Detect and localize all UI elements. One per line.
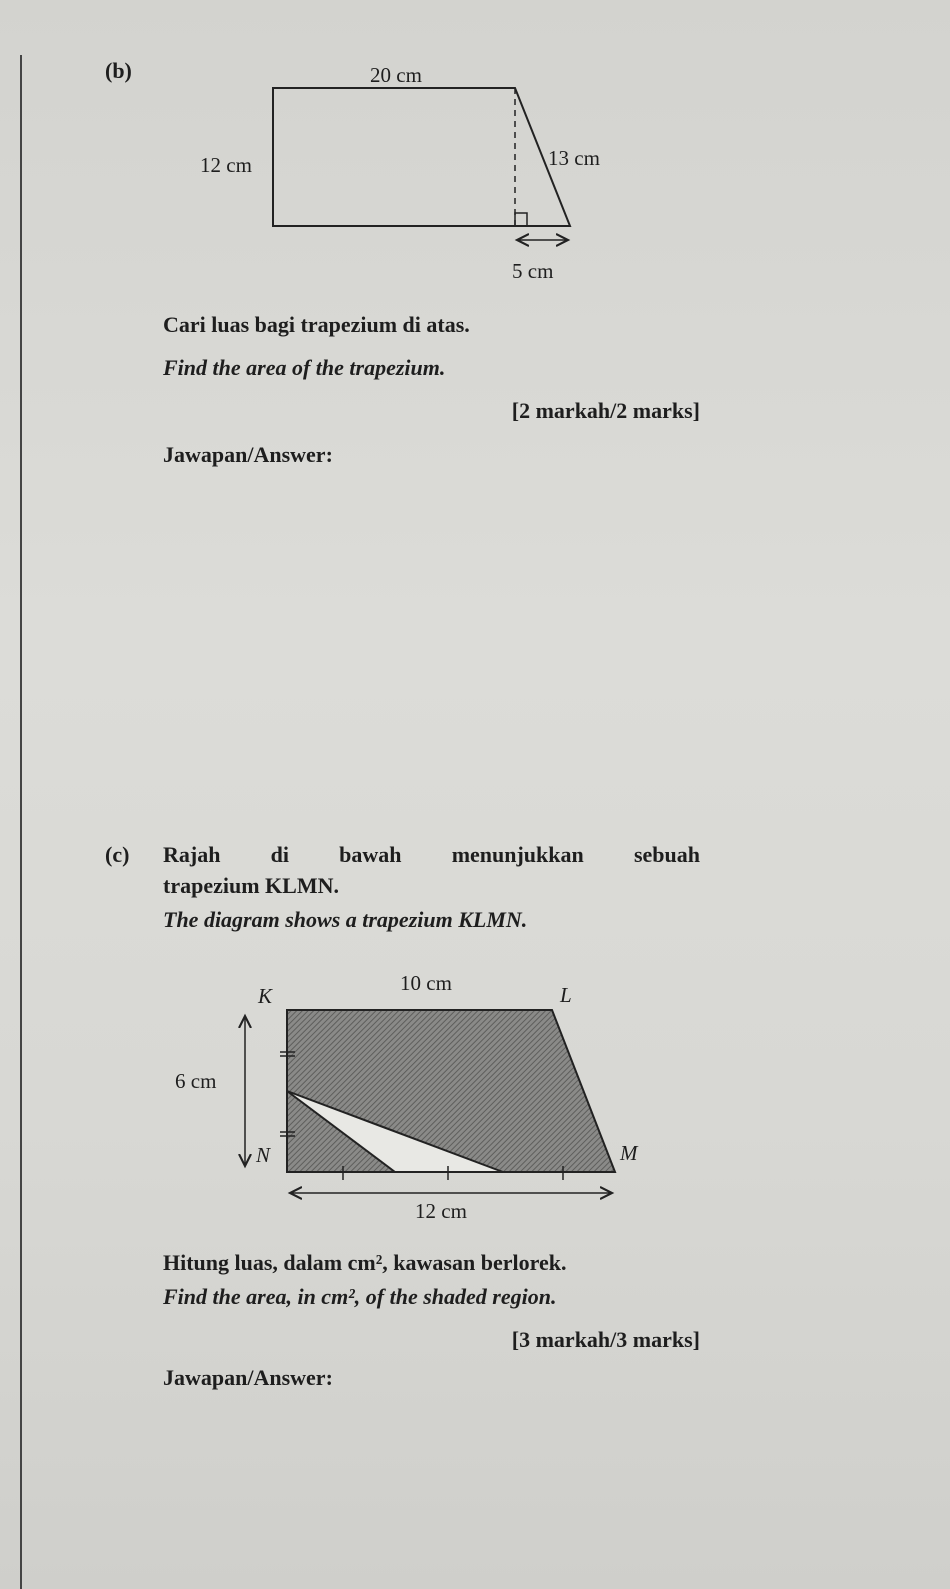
label-base: 12 cm (415, 1199, 467, 1223)
trapezium-klmn (175, 971, 639, 1223)
marks-c: [3 markah/3 marks] (511, 1327, 700, 1352)
part-b-label: (b) (105, 58, 132, 83)
question-b-en: Find the area of the trapezium. (163, 355, 446, 380)
question-b-ms: Cari luas bagi trapezium di atas. (163, 312, 470, 337)
word: menunjukkan (451, 842, 584, 867)
intro-c-ms-line1 (163, 842, 700, 868)
answer-label-c: Jawapan/Answer: (163, 1365, 333, 1390)
label-top: 10 cm (400, 971, 452, 995)
word: Rajah (163, 842, 221, 867)
right-angle-mark (515, 213, 527, 226)
marks-b: [2 markah/2 marks] (511, 398, 700, 423)
question-c-en: Find the area, in cm², of the shaded region. (163, 1284, 557, 1309)
label-top: 20 cm (370, 63, 422, 87)
word: di (270, 842, 289, 867)
label-offset: 5 cm (512, 259, 554, 283)
word: sebuah (633, 842, 700, 867)
intro-c-ms-line2: trapezium KLMN. (163, 873, 339, 898)
question-c-ms: Hitung luas, dalam cm², kawasan berlorek. (163, 1250, 567, 1275)
vertex-l: L (560, 983, 572, 1007)
label-height: 6 cm (175, 1069, 217, 1093)
intro-c-en: The diagram shows a trapezium KLMN. (163, 907, 528, 932)
vertex-m: M (620, 1141, 638, 1165)
label-left: 12 cm (200, 153, 252, 177)
part-c-label: (c) (105, 842, 130, 867)
word: bawah (339, 842, 402, 867)
label-slant: 13 cm (548, 146, 600, 170)
trapezium-b (200, 63, 600, 283)
answer-label-b: Jawapan/Answer: (163, 442, 333, 467)
vertex-k: K (258, 984, 273, 1008)
vertex-n: N (256, 1143, 271, 1167)
